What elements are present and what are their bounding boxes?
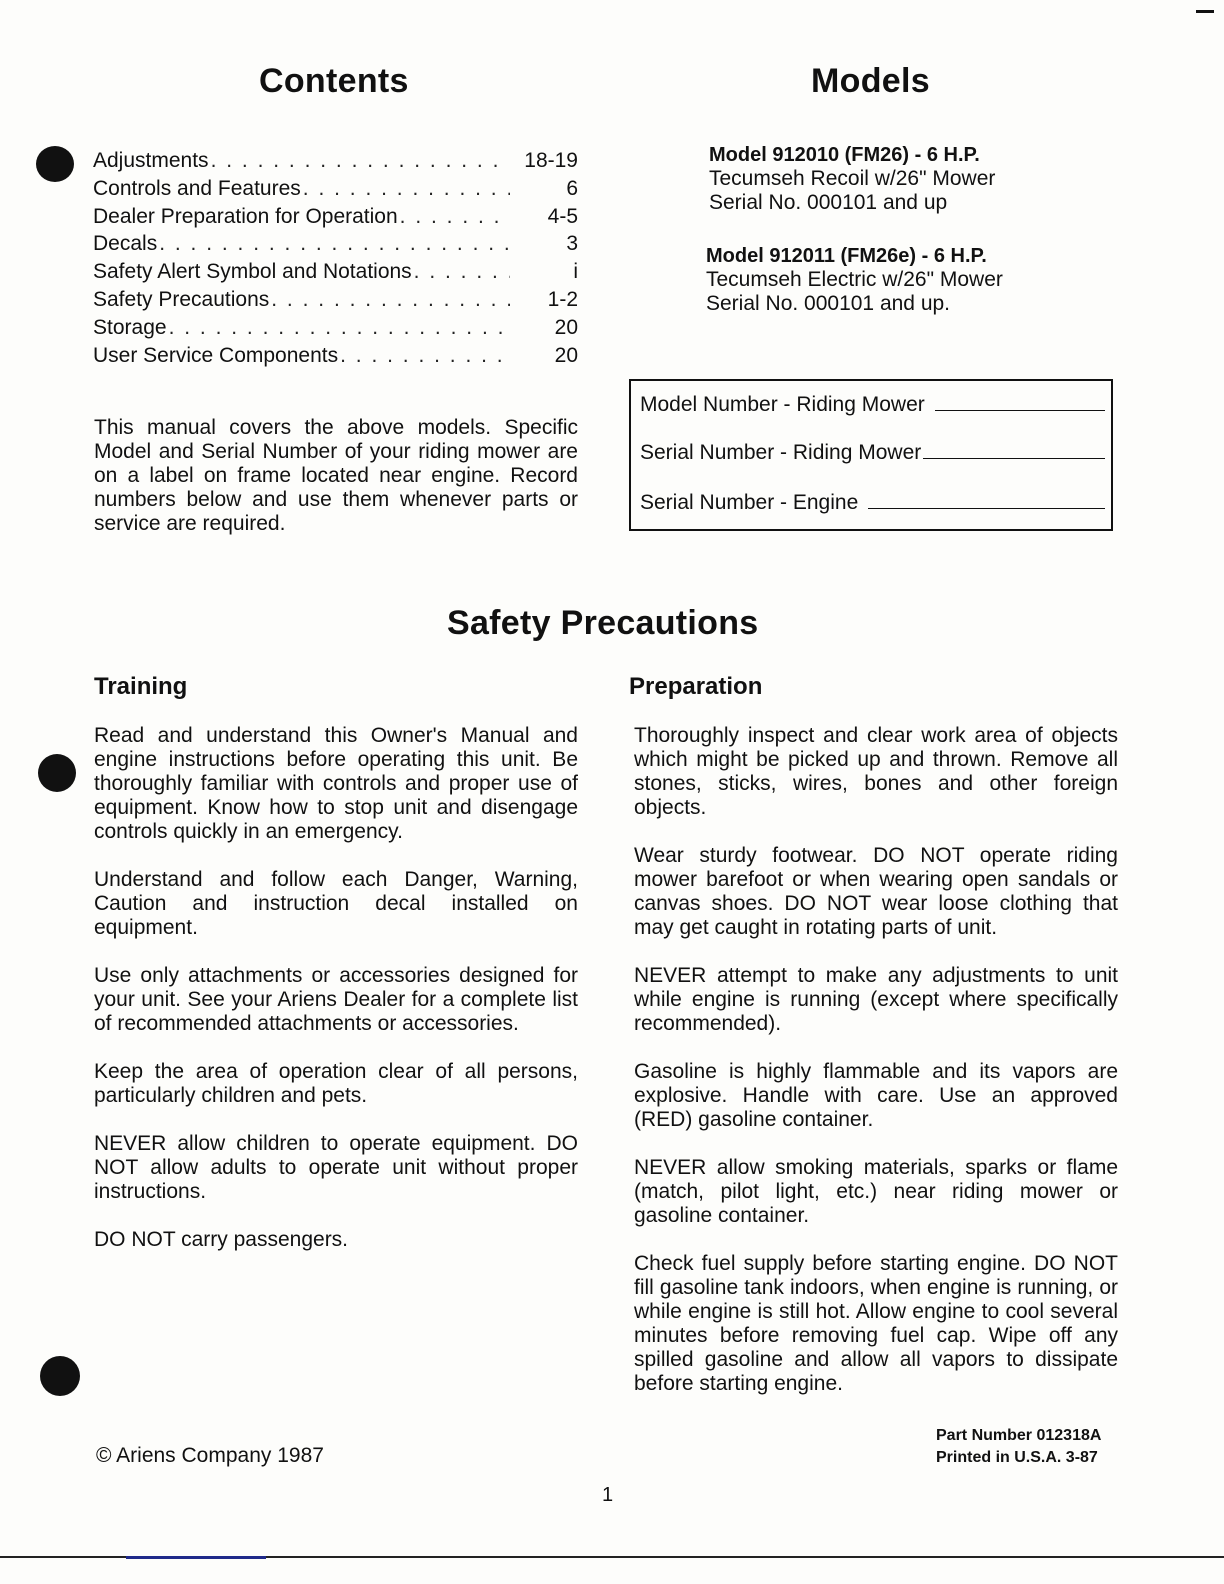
- paragraph: Thoroughly inspect and clear work area of objects which might be picked up and thrown. Remove all stones, sticks, wires, bones and other foreign objects.: [634, 724, 1118, 819]
- printed-info: Printed in U.S.A. 3-87: [936, 1449, 1098, 1466]
- toc-entry: Safety Alert Symbol and Notations . . . i: [93, 258, 578, 286]
- model-serial: Serial No. 000101 and up.: [706, 292, 951, 315]
- models-heading: Models: [811, 62, 930, 100]
- write-in-line: [935, 396, 1105, 411]
- toc-entry: User Service Components . . . 20: [93, 342, 578, 370]
- record-model-number: Model Number - Riding Mower: [640, 393, 1105, 417]
- model-title: Model 912010 (FM26) - 6 H.P.: [709, 144, 980, 166]
- toc-entry: Adjustments . . . 18-19: [93, 147, 578, 175]
- paragraph: DO NOT carry passengers.: [94, 1228, 349, 1251]
- training-text: [94, 724, 578, 1276]
- manual-coverage-note: This manual covers the above models. Specific Model and Serial Number of your riding mower are on a label on frame located near engine. Record numbers below and use them whenever parts or service are required.: [94, 416, 578, 535]
- toc-list: [93, 147, 578, 369]
- toc-entry: Dealer Preparation for Operation . . . 4-5: [93, 203, 578, 231]
- part-number: Part Number 012318A: [936, 1427, 1102, 1444]
- paragraph: Keep the area of operation clear of all persons, particularly children and pets.: [94, 1060, 578, 1107]
- toc-entry: Storage . . . 20: [93, 314, 578, 342]
- contents-heading: Contents: [259, 62, 409, 100]
- paragraph: Use only attachments or accessories designed for your unit. See your Ariens Dealer for a complete list of recommended attachments or accessories.: [94, 964, 578, 1035]
- copyright: © Ariens Company 1987: [96, 1444, 324, 1467]
- paragraph: NEVER allow children to operate equipment. DO NOT allow adults to operate unit without proper instructions.: [94, 1132, 578, 1203]
- page-number: 1: [602, 1484, 614, 1506]
- preparation-text: [634, 724, 1118, 1420]
- record-serial-number: Serial Number - Riding Mower: [640, 441, 1105, 465]
- punch-hole-bottom: [40, 1356, 80, 1396]
- paragraph: Wear sturdy footwear. DO NOT operate riding mower barefoot or when wearing open sandals or canvas shoes. DO NOT wear loose clothing that may get caught in rotating parts of unit.: [634, 844, 1118, 939]
- corner-mark: [1196, 10, 1214, 13]
- paragraph: Check fuel supply before starting engine. DO NOT fill gasoline tank indoors, when engine is running, or while engine is still hot. Allow engine to cool several minutes before removing fuel cap. Wipe off any spilled gasoline and allow all vapors to dissipate before starting engine.: [634, 1252, 1118, 1395]
- punch-hole-middle: [38, 754, 76, 792]
- toc-entry: Safety Precautions . . . 1-2: [93, 286, 578, 314]
- write-in-line: [868, 494, 1105, 509]
- paragraph: NEVER attempt to make any adjustments to unit while engine is running (except where specifically recommended).: [634, 964, 1118, 1035]
- record-engine-serial: Serial Number - Engine: [640, 491, 1105, 515]
- paragraph: NEVER allow smoking materials, sparks or flame (match, pilot light, etc.) near riding mower or gasoline container.: [634, 1156, 1118, 1227]
- paragraph: Read and understand this Owner's Manual and engine instructions before operating this unit. Be thoroughly familiar with controls and proper use of equipment. Know how to stop unit and disengage controls quickly in an emergency.: [94, 724, 578, 843]
- model-title: Model 912011 (FM26e) - 6 H.P.: [706, 245, 987, 267]
- paragraph: Gasoline is highly flammable and its vapors are explosive. Handle with care. Use an approved (RED) gasoline container.: [634, 1060, 1118, 1131]
- toc-entry: Controls and Features . . . 6: [93, 175, 578, 203]
- model-entry: [706, 244, 1003, 316]
- safety-precautions-heading: Safety Precautions: [447, 604, 759, 642]
- serial-record-box: [629, 379, 1113, 531]
- paragraph: Understand and follow each Danger, Warning, Caution and instruction decal installed on equipment.: [94, 868, 578, 939]
- model-engine: Tecumseh Recoil w/26" Mower: [709, 167, 996, 190]
- model-serial: Serial No. 000101 and up: [709, 191, 948, 214]
- model-engine: Tecumseh Electric w/26" Mower: [706, 268, 1003, 291]
- toc-entry: Decals . . . 3: [93, 230, 578, 258]
- preparation-heading: Preparation: [629, 673, 763, 700]
- bottom-edge-accent: [126, 1556, 266, 1559]
- model-entry: [709, 143, 995, 215]
- punch-hole-top: [36, 146, 74, 182]
- training-heading: Training: [94, 673, 188, 700]
- write-in-line: [923, 444, 1105, 459]
